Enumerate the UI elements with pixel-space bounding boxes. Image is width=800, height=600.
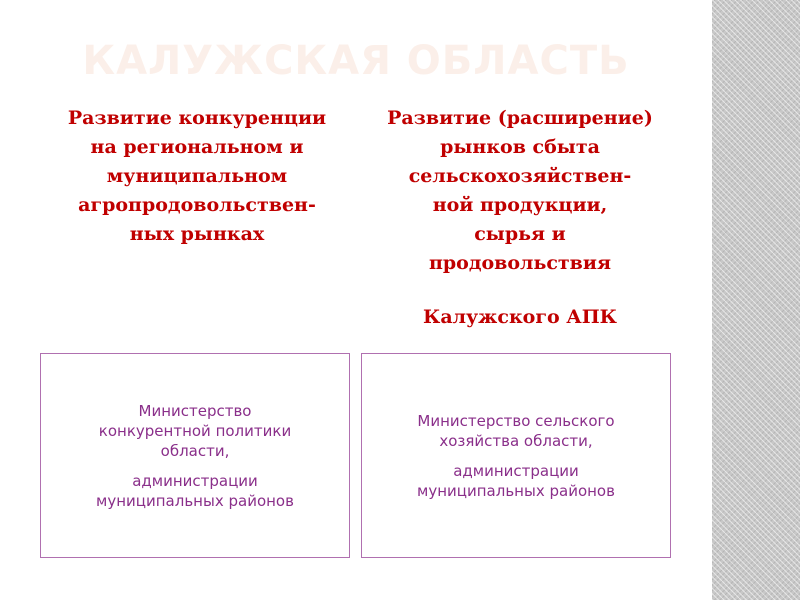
right-heading-line: Развитие (расширение) (387, 107, 653, 129)
right-column-heading-sub: Калужского АПК (423, 306, 617, 328)
left-heading-line: муниципальном (106, 165, 288, 187)
right-responsible-box (361, 353, 671, 558)
right-heading-line: сырья и (474, 223, 566, 245)
left-heading-line: Развитие конкуренции (67, 107, 327, 129)
left-heading-line: агропродовольствен- (78, 194, 316, 216)
decorative-side-strip (712, 0, 800, 600)
left-box-paragraph-2 (96, 471, 294, 511)
left-column-heading (52, 104, 342, 249)
right-box-line: хозяйства области, (439, 431, 593, 450)
left-heading-line: ных рынках (129, 223, 265, 245)
left-box-line: области, (160, 441, 230, 460)
right-heading-line: продовольствия (428, 252, 612, 274)
right-heading-line: ной продукции, (432, 194, 608, 216)
left-heading-line: на региональном и (90, 136, 304, 158)
left-box-line: Министерство (138, 401, 252, 420)
right-box-line: муниципальных районов (417, 481, 615, 500)
right-heading-line: сельскохозяйствен- (408, 165, 632, 187)
slide-title: КАЛУЖСКАЯ ОБЛАСТЬ (82, 38, 630, 84)
right-heading-line: рынков сбыта (440, 136, 600, 158)
right-box-line: Министерство сельского (417, 411, 615, 430)
right-column-heading (370, 104, 670, 278)
left-responsible-box (40, 353, 350, 558)
left-box-line: конкурентной политики (98, 421, 292, 440)
left-box-paragraph-1 (99, 401, 291, 461)
right-box-paragraph-1 (417, 411, 614, 451)
left-box-line: администрации (132, 471, 258, 490)
right-box-paragraph-2 (417, 461, 615, 501)
right-box-line: администрации (453, 461, 579, 480)
left-box-line: муниципальных районов (96, 491, 294, 510)
